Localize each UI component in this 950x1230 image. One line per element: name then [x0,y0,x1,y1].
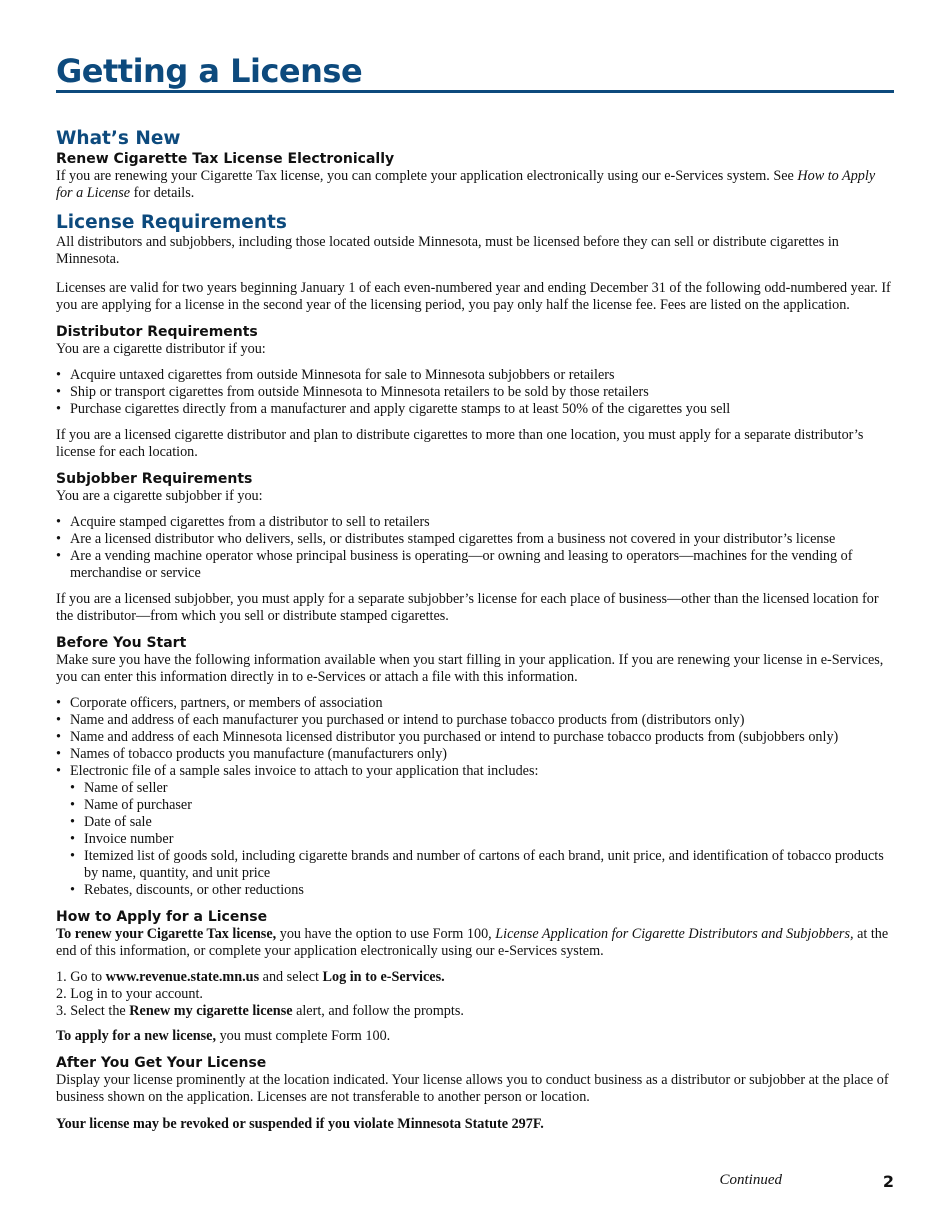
form-100-title: License Application for Cigarette Distributors and Subjobbers, [495,926,854,942]
renew-electronically-subheading: Renew Cigarette Tax License Electronically [56,151,395,167]
list-item: • Are a vending machine operator whose principal business is operating—or owning and leasing to operators—machines for the vending of merchandise or service [56,548,894,582]
sublist-item: • Invoice number [70,831,894,848]
license-requirements-heading: License Requirements [56,212,287,233]
step-text: Go to [70,969,106,985]
list-item: • Are a licensed distributor who delivers, sells, or distributes stamped cigarettes from a business not covered in your distributor’s license [56,531,894,548]
page-number: 2 [882,1172,894,1191]
distributor-note: If you are a licensed cigarette distributor and plan to distribute cigarettes to more than one location, you must apply for a separate distributor’s license for each location. [56,427,864,460]
step-item [56,969,894,986]
list-item: • Purchase cigarettes directly from a manufacturer and apply cigarette stamps to at least 50% of the cigarettes you sell [56,401,894,418]
renew-text: you have the option to use Form 100, [276,926,496,942]
how-to-apply-reference: How to Apply for a License [56,168,876,201]
list-item: • Names of tobacco products you manufacture (manufacturers only) [56,746,894,763]
login-eservices-label: Log in to e-Services. [322,969,445,985]
step-number: 2. [56,986,67,1002]
after-license-heading: After You Get Your License [56,1055,267,1071]
how-to-apply-heading: How to Apply for a License [56,909,268,925]
renew-steps [56,969,894,1020]
invoice-sublist [70,780,894,899]
renew-alert-label: Renew my cigarette license [129,1003,293,1019]
list-item: • Acquire stamped cigarettes from a distributor to sell to retailers [56,514,894,531]
sublist-item: • Date of sale [70,814,894,831]
list-item: • Name and address of each manufacturer you purchased or intend to purchase tobacco products from (distributors only) [56,712,894,729]
document-body [56,128,894,1141]
continued-label: Continued [719,1172,782,1188]
sublist-item: • Name of seller [70,780,894,797]
list-item: • Name and address of each Minnesota licensed distributor you purchased or intend to purchase tobacco products from (subjobbers only) [56,729,894,746]
revocation-warning: Your license may be revoked or suspended if you violate Minnesota Statute 297F. [56,1116,544,1132]
after-license-paragraph: Display your license prominently at the location indicated. Your license allows you to conduct business as a distributor or subjobber at the place of business shown on the application. Licenses are not transferable to another person or location. [56,1072,889,1105]
distributor-list [56,367,894,418]
list-item [56,763,894,899]
subjobber-list [56,514,894,582]
whats-new-paragraph [56,168,894,202]
new-license-bold-lead: To apply for a new license, [56,1028,217,1044]
step-item [56,1003,894,1020]
subjobber-requirements-heading: Subjobber Requirements [56,471,253,487]
step-text: Select the [70,1003,130,1019]
renew-bold-lead: To renew your Cigarette Tax license, [56,926,277,942]
list-item: • Corporate officers, partners, or members of association [56,695,894,712]
new-license-text: you must complete Form 100. [216,1028,391,1044]
renew-text-end: at the end of this information, or complete your application electronically using our e-Services system. [56,926,889,959]
subjobber-intro: You are a cigarette subjobber if you: [56,488,263,504]
step-number: 1. [56,969,67,985]
document-page [56,0,894,1230]
renew-paragraph [56,926,894,960]
subjobber-note: If you are a licensed subjobber, you must apply for a separate subjobber’s license for each place of business—other than the licensed location for the distributor—from which you sell or distribute stamped cigarettes. [56,591,879,624]
before-you-start-heading: Before You Start [56,635,187,651]
invoice-item-text: Electronic file of a sample sales invoice to attach to your application that includes: [70,763,539,779]
list-item: • Acquire untaxed cigarettes from outside Minnesota for sale to Minnesota subjobbers or retailers [56,367,894,384]
whats-new-text-end: for details. [130,185,195,201]
before-you-start-list [56,695,894,899]
before-you-start-intro: Make sure you have the following information available when you start filling in your application. If you are renewing your license in e-Services, you can enter this information directly in to e-Services or attach a file with this information. [56,652,884,685]
title-rule [56,90,894,93]
step-number: 3. [56,1003,67,1019]
sublist-item: • Itemized list of goods sold, including cigarette brands and number of cartons of each brand, unit price, and identification of tobacco products by name, quantity, and unit price [70,848,894,882]
step-text: and select [259,969,323,985]
revenue-website-link[interactable]: www.revenue.state.mn.us [105,969,260,985]
whats-new-heading: What’s New [56,128,181,149]
distributor-intro: You are a cigarette distributor if you: [56,341,266,357]
distributor-requirements-heading: Distributor Requirements [56,324,258,340]
step-text: alert, and follow the prompts. [292,1003,464,1019]
sublist-item: • Rebates, discounts, or other reductions [70,882,894,899]
requirements-paragraph-1: All distributors and subjobbers, including those located outside Minnesota, must be licensed before they can sell or distribute cigarettes in Minnesota. [56,234,839,267]
whats-new-text: If you are renewing your Cigarette Tax license, you can complete your application electronically using our e-Services system. See [56,168,798,184]
step-text: Log in to your account. [70,986,203,1002]
page-title: Getting a License [56,52,363,90]
list-item: • Ship or transport cigarettes from outside Minnesota to Minnesota retailers to be sold by those retailers [56,384,894,401]
step-item [56,986,894,1003]
requirements-paragraph-2: Licenses are valid for two years beginning January 1 of each even-numbered year and ending December 31 of the following odd-numbered year. If you are applying for a license in the second year of the licensing period, you pay only half the license fee. Fees are listed on the application. [56,280,891,313]
new-license-paragraph [56,1028,894,1045]
sublist-item: • Name of purchaser [70,797,894,814]
